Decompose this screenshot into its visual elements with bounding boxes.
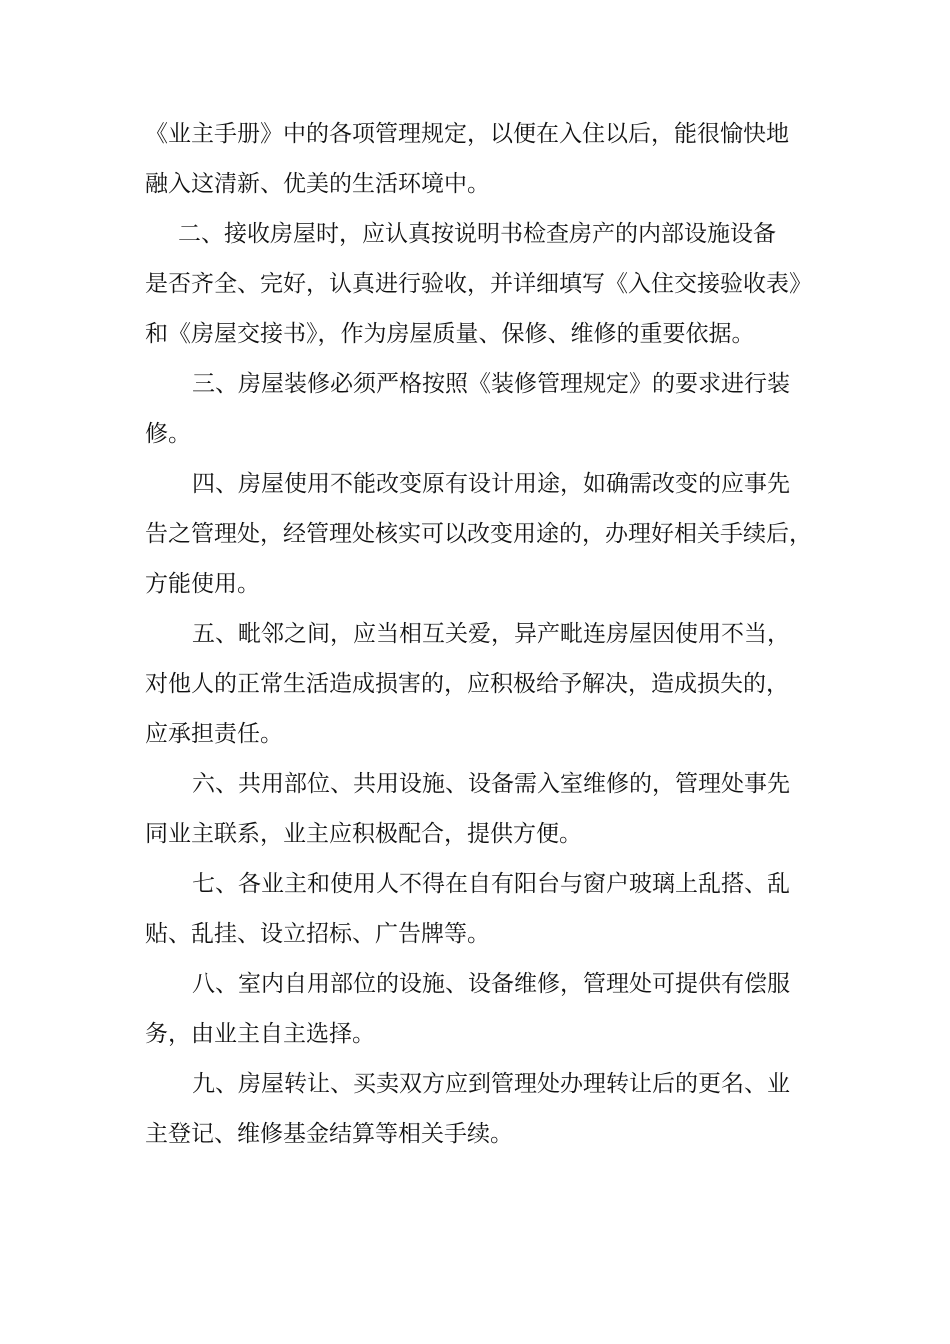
paragraph-8-line: 八、室内自用部位的设施、设备维修，管理处可提供有偿服	[192, 971, 790, 997]
text-line: 融入这清新、优美的生活环境中。	[145, 171, 490, 197]
text-line: 对他人的正常生活造成损害的，应积极给予解决，造成损失的，	[145, 671, 789, 697]
text-line: 务，由业主自主选择。	[145, 1021, 375, 1047]
text-line: 同业主联系，业主应积极配合，提供方便。	[145, 821, 582, 847]
paragraph-7-line: 七、各业主和使用人不得在自有阳台与窗户玻璃上乱搭、乱	[192, 871, 790, 897]
text-line: 和《房屋交接书》，作为房屋质量、保修、维修的重要依据。	[145, 321, 755, 347]
paragraph-5-line: 五、毗邻之间，应当相互关爱，异产毗连房屋因使用不当，	[192, 621, 790, 647]
paragraph-3-line: 三、房屋装修必须严格按照《装修管理规定》的要求进行装	[192, 371, 790, 397]
text-line: 应承担责任。	[145, 721, 283, 747]
paragraph-6-line: 六、共用部位、共用设施、设备需入室维修的，管理处事先	[192, 771, 790, 797]
text-line: 贴、乱挂、设立招标、广告牌等。	[145, 921, 490, 947]
paragraph-2-line: 二、接收房屋时，应认真按说明书检查房产的内部设施设备	[178, 221, 776, 247]
text-line: 方能使用。	[145, 571, 260, 597]
text-line: 修。	[145, 421, 191, 447]
text-line: 主登记、维修基金结算等相关手续。	[145, 1121, 513, 1147]
text-line: 《业主手册》中的各项管理规定，以便在入住以后，能很愉快地	[145, 121, 789, 147]
text-line: 告之管理处，经管理处核实可以改变用途的，办理好相关手续后，	[145, 521, 812, 547]
text-line: 是否齐全、完好，认真进行验收，并详细填写《入住交接验收表》	[145, 271, 812, 297]
paragraph-9-line: 九、房屋转让、买卖双方应到管理处办理转让后的更名、业	[192, 1071, 790, 1097]
paragraph-4-line: 四、房屋使用不能改变原有设计用途，如确需改变的应事先	[192, 471, 790, 497]
